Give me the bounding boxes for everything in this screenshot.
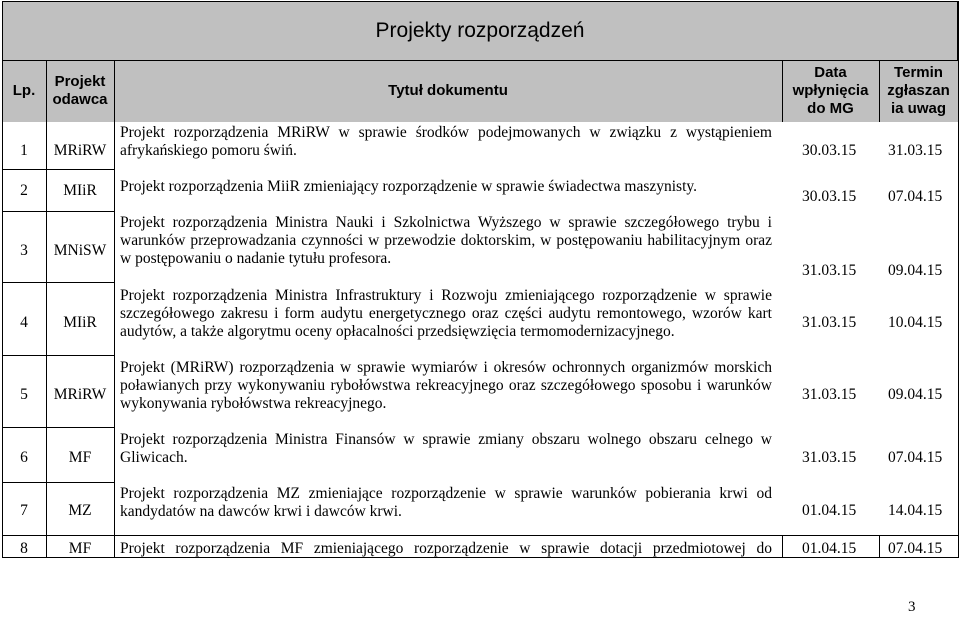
row-5-author: MRiRW xyxy=(53,386,107,403)
row-4-deadline: 10.04.15 xyxy=(888,314,943,331)
grid-line xyxy=(958,1,959,558)
grid-line xyxy=(782,535,783,558)
grid-line xyxy=(2,557,959,558)
grid-line xyxy=(114,60,115,558)
grid-line xyxy=(2,427,115,428)
row-8-deadline: 07.04.15 xyxy=(888,540,943,557)
row-8-author: MF xyxy=(68,540,92,557)
row-4-received: 31.03.15 xyxy=(802,314,857,331)
row-6-author: MF xyxy=(68,449,92,466)
row-7-received: 01.04.15 xyxy=(802,502,857,519)
row-1-deadline: 31.03.15 xyxy=(888,142,943,159)
row-8-received: 01.04.15 xyxy=(802,540,857,557)
header-deadline: Termin zgłaszan ia uwag xyxy=(879,60,958,122)
row-4-title: Projekt rozporządzenia Ministra Infrastruktury i Rozwoju zmieniającego rozporządzenie w sprawie szczegółowego zakresu i form audytu energetycznego oraz części audytu remontowego, wzorów kart audytów, a także algorytmu oceny opłacalności przedsięwzięcia termomodernizacyjnego. xyxy=(120,287,772,340)
row-3-received: 31.03.15 xyxy=(802,262,857,279)
row-5-received: 31.03.15 xyxy=(802,386,857,403)
row-1-title: Projekt rozporządzenia MRiRW w sprawie środków podejmowanych w związku z wystąpieniem afrykańskiego pomoru świń. xyxy=(120,124,772,159)
header-received: Data wpłynięcia do MG xyxy=(782,60,879,122)
row-7-author: MZ xyxy=(68,502,92,519)
row-2-deadline: 07.04.15 xyxy=(888,188,943,205)
grid-line xyxy=(879,60,880,122)
row-6-received: 31.03.15 xyxy=(802,449,857,466)
row-1-author: MRiRW xyxy=(53,142,107,159)
row-2-author: MIiR xyxy=(63,182,97,199)
row-7-title: Projekt rozporządzenia MZ zmieniające rozporządzenie w sprawie warunków pobierania krwi od kandydatów na dawców krwi i dawców krwi. xyxy=(120,485,772,520)
grid-line xyxy=(2,482,115,483)
grid-line xyxy=(2,282,115,283)
row-2-lp: 2 xyxy=(20,182,28,199)
row-2-received: 30.03.15 xyxy=(802,188,857,205)
grid-line xyxy=(2,60,959,61)
header-author: Projekt odawca xyxy=(46,60,114,122)
row-1-received: 30.03.15 xyxy=(802,142,857,159)
row-4-author: MIiR xyxy=(63,314,97,331)
grid-line xyxy=(46,60,47,558)
grid-line xyxy=(2,211,115,212)
grid-line xyxy=(2,169,115,170)
row-6-lp: 6 xyxy=(20,449,28,466)
row-6-title: Projekt rozporządzenia Ministra Finansów w sprawie zmiany obszaru wolnego obszaru celnego w Gliwicach. xyxy=(120,431,772,466)
row-3-author: MNiSW xyxy=(53,242,107,259)
row-2-title: Projekt rozporządzenia MiiR zmieniający rozporządzenie w sprawie świadectwa maszynisty. xyxy=(120,178,698,195)
row-5-lp: 5 xyxy=(20,386,28,403)
page-title: Projekty rozporządzeń xyxy=(2,1,958,60)
row-8-title: Projekt rozporządzenia MF zmieniającego rozporządzenie w sprawie dotacji przedmiotowej do xyxy=(120,540,772,557)
row-3-lp: 3 xyxy=(20,242,28,259)
row-6-deadline: 07.04.15 xyxy=(888,449,943,466)
grid-line xyxy=(2,1,959,2)
row-7-deadline: 14.04.15 xyxy=(888,502,943,519)
row-4-lp: 4 xyxy=(20,314,28,331)
row-3-deadline: 09.04.15 xyxy=(888,262,943,279)
header-lp: Lp. xyxy=(2,60,46,122)
grid-line xyxy=(2,535,959,536)
row-5-title: Projekt (MRiRW) rozporządzenia w sprawie wymiarów i okresów ochronnych organizmów morskich poławianych przy wykonywaniu rybołówstwa rekreacyjnego oraz szczegółowego sposobu i warunków wykonywania rybołówstwa rekreacyjnego. xyxy=(120,359,772,412)
row-5-deadline: 09.04.15 xyxy=(888,386,943,403)
grid-line xyxy=(782,60,783,122)
row-7-lp: 7 xyxy=(20,502,28,519)
grid-line xyxy=(879,535,880,558)
row-1-lp: 1 xyxy=(20,142,28,159)
grid-line xyxy=(2,1,3,558)
grid-line xyxy=(2,355,115,356)
header-title: Tytuł dokumentu xyxy=(114,60,782,122)
row-3-title: Projekt rozporządzenia Ministra Nauki i Szkolnictwa Wyższego w sprawie szczegółowego trybu i warunków przeprowadzania czynności w przewodzie doktorskim, w postępowaniu habilitacyjnym oraz w postępowaniu o nadanie tytułu profesora. xyxy=(120,214,772,267)
row-8-lp: 8 xyxy=(20,540,28,557)
page-number: 3 xyxy=(908,599,916,615)
